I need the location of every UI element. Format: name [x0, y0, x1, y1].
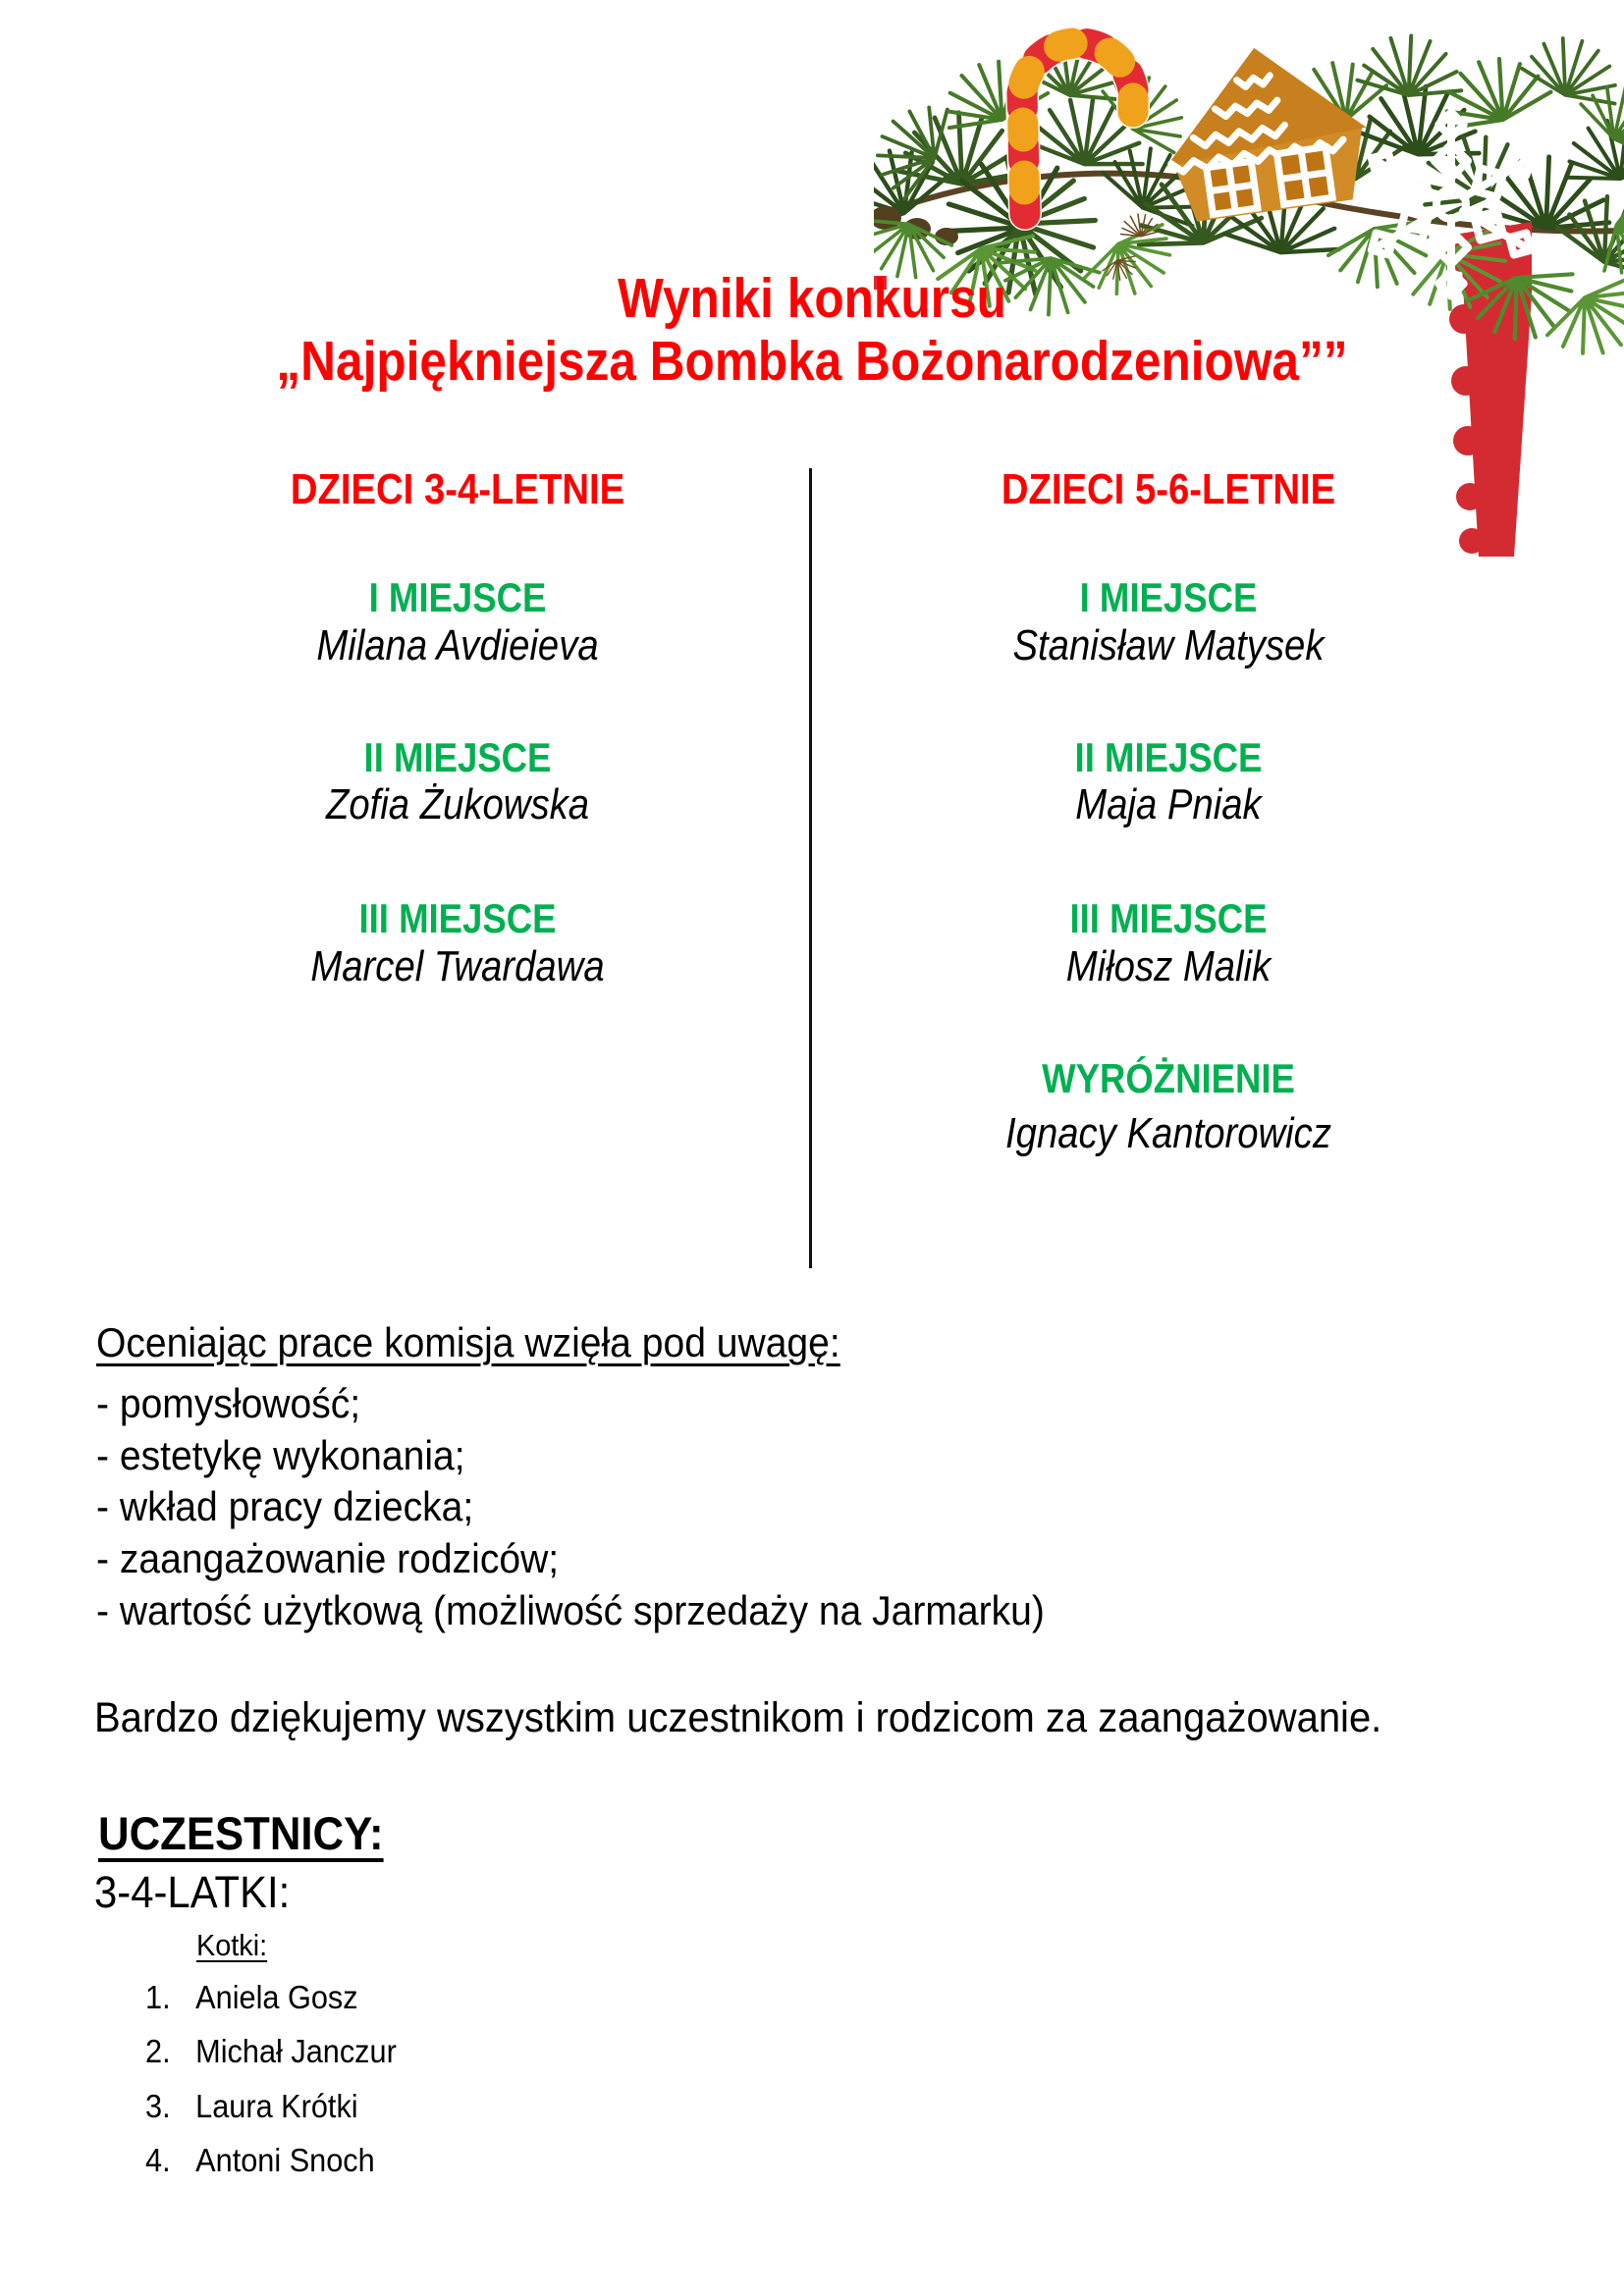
award-label-3rd-left: III MIEJSCE — [358, 895, 557, 941]
award-label-mention: WYRÓŻNIENIE — [1042, 1055, 1295, 1101]
award-label-3rd-right: III MIEJSCE — [1069, 895, 1268, 941]
criteria-item: - wartość użytkową (możliwość sprzedaży na Jarmarku) — [96, 1586, 1045, 1633]
award-name-mention: Ignacy Kantorowicz — [1005, 1109, 1331, 1157]
criteria-item: - wkład pracy dziecka; — [96, 1483, 474, 1530]
participant-name: Michał Janczur — [195, 2033, 397, 2070]
participant-name: Laura Krótki — [195, 2087, 358, 2124]
column-divider — [809, 468, 812, 1268]
participants-heading-text: UCZESTNICY: — [98, 1807, 384, 1859]
participant-number: 1. — [145, 1979, 171, 2015]
participant-name: Antoni Snoch — [195, 2141, 375, 2178]
criteria-list — [96, 1378, 1045, 1637]
participants-list — [145, 1980, 397, 2197]
criteria-heading-text: Oceniając prace komisja wzięła pod uwagę: — [96, 1319, 840, 1365]
award-name-2nd-right: Maja Pniak — [1075, 780, 1262, 828]
thanks-line: Bardzo dziękujemy wszystkim uczestnikom i rodzicom za zaangażowanie. — [94, 1694, 1382, 1741]
participant-name: Aniela Gosz — [195, 1979, 358, 2015]
award-name-3rd-right: Miłosz Malik — [1065, 942, 1272, 990]
criteria-heading — [96, 1319, 840, 1365]
gingerbread-house-icon — [1152, 34, 1376, 225]
award-label-2nd-right: II MIEJSCE — [1074, 734, 1263, 780]
participants-subgroup — [196, 1929, 267, 1963]
participant-number: 2. — [145, 2033, 171, 2070]
award-label-1st-left: I MIEJSCE — [368, 574, 547, 620]
award-name-1st-right: Stanisław Matysek — [1012, 621, 1325, 669]
title-line-1: Wyniki konkursu — [618, 267, 1006, 330]
participant-number: 4. — [145, 2141, 171, 2178]
right-column-header: DZIECI 5-6-LETNIE — [1001, 465, 1336, 513]
left-column-header: DZIECI 3-4-LETNIE — [290, 465, 625, 513]
participant-row — [145, 1980, 397, 2034]
criteria-item: - pomysłowość; — [96, 1380, 361, 1426]
participant-row — [145, 2089, 397, 2143]
criteria-item: - estetykę wykonania; — [96, 1431, 465, 1478]
criteria-item: - zaangażowanie rodziców; — [96, 1535, 560, 1582]
award-label-1st-right: I MIEJSCE — [1079, 574, 1258, 620]
participant-row — [145, 2034, 397, 2088]
title-line-2: „Najpiękniejsza Bombka Bożonarodzeniowa”” — [276, 330, 1348, 393]
page-title — [106, 267, 1519, 393]
participant-row — [145, 2143, 397, 2197]
award-name-3rd-left: Marcel Twardawa — [310, 942, 605, 990]
participants-group: 3-4-LATKI: — [94, 1867, 291, 1917]
participants-heading — [98, 1808, 384, 1860]
participants-subgroup-text: Kotki: — [196, 1928, 268, 1962]
award-name-1st-left: Milana Avdieieva — [316, 621, 599, 669]
award-label-2nd-left: II MIEJSCE — [363, 734, 552, 780]
award-name-2nd-left: Zofia Żukowska — [325, 780, 590, 828]
participant-number: 3. — [145, 2087, 171, 2124]
